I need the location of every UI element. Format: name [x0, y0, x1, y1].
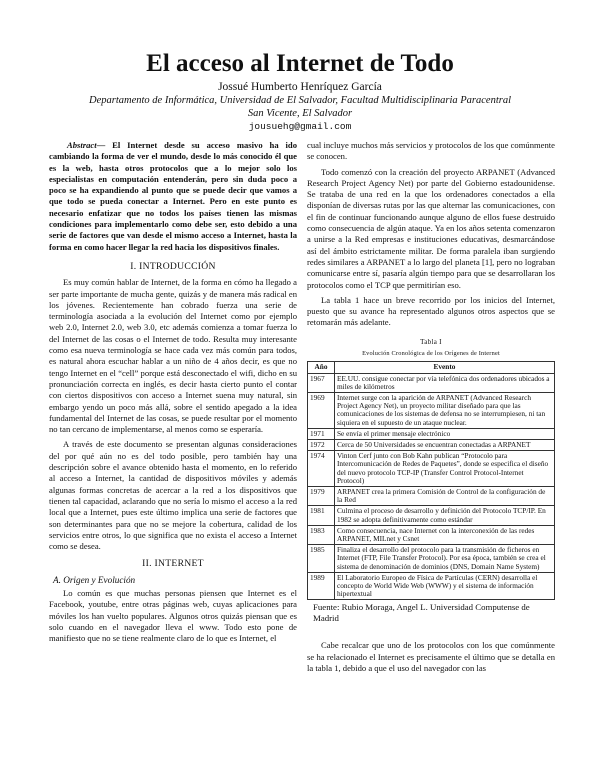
- table-cell-event: Cerca de 50 Universidades se encuentran conectadas a ARPANET: [335, 439, 555, 450]
- table-caption: Tabla I: [420, 337, 442, 346]
- table-row: [308, 486, 555, 505]
- table-cell-year: 1979: [308, 486, 335, 505]
- affiliation: Departamento de Informática, Universidad de El Salvador, Facultad Multidisciplinaria Paracentral: [89, 95, 511, 106]
- table-cell-event: Finaliza el desarrollo del protocolo para la transmisión de ficheros en Internet (FTP, File Transfer Protocol). Por esa época, también se crea el sistema de denominación de dominios (DNS, Domain Name System): [335, 545, 555, 573]
- table-cell-event: Como consecuencia, nace Internet con la interconexión de las redes ARPANET, MILnet y Csnet: [335, 525, 555, 544]
- author-email: jousuehg@gmail.com: [248, 121, 352, 132]
- paragraph: La tabla 1 hace un breve recorrido por los inicios del Internet, puesto que su avance ha representado algunos otros aspectos que se retomarán más adelante.: [307, 294, 555, 328]
- table-cell-year: 1971: [308, 428, 335, 439]
- section-heading-introduccion: I. INTRODUCCIÓN: [130, 260, 216, 272]
- events-table: [307, 361, 555, 600]
- table-row: [308, 525, 555, 544]
- table-cell-year: 1985: [308, 545, 335, 573]
- paper-title: El acceso al Internet de Todo: [146, 50, 454, 77]
- table-cell-year: 1967: [308, 373, 335, 392]
- abstract-text: — El Internet desde su acceso masivo ha ido cambiando la forma de ver el mundo, desde lo más conocido él que es la web, hasta otros protocolos que a lo mejor solo los especialistas en computación entenderán, pero sin duda poco a poco se ha expandiendo al punto que se puede decir que vamos a que todo se pueda conectar a Internet. Pero en este punto es necesario enfatizar que no todos los países tienen las mismas condiciones para implementarlo como debe ser, esto debido a una serie de factores que van desde el mismo acceso a Internet, hasta la forma en como hacer llegar la red hacia los dispositivos finales.: [49, 140, 297, 252]
- table-subtitle: Evolución Cronológica de los Orígenes de Internet: [362, 350, 500, 358]
- table-cell-year: 1989: [308, 572, 335, 600]
- abstract: [49, 140, 297, 253]
- table-row: [308, 572, 555, 600]
- table-header-event: Evento: [335, 362, 555, 373]
- table-cell-year: 1974: [308, 451, 335, 487]
- table-row: [308, 506, 555, 525]
- author-name: Jossué Humberto Henríquez García: [218, 81, 382, 93]
- table-row: [308, 439, 555, 450]
- affiliation-location: San Vicente, El Salvador: [247, 108, 353, 119]
- table-cell-event: Internet surge con la aparición de ARPANET (Advanced Research Project Agency Net), un proyecto militar diseñado para que las comunicaciones de los sistemas de defensa no se interrumpiesen, ni tan siquiera en el supuesto de un ataque nuclear.: [335, 392, 555, 428]
- paragraph: A través de este documento se presentan algunas consideraciones del por qué aún no es del todo posible, pero también hay una descripción sobre el avance obtenido hasta el momento, en lo referido al acceso a Internet, la cantidad de dispositivos móviles y además algunas formas concretas de acercar a la red a los dispositivos que tienen tal capacidad, aclarando que no sería lo mismo el acceso a la red local que a Internet, pues este último implica una serie de factores que son determinantes para que no se mejore la cobertura, calidad de los servicios entre otros, lo que significa que no exista el acceso a Internet como se desea.: [49, 439, 297, 552]
- subsection-heading-origen: A. Origen y Evolución: [53, 574, 136, 585]
- table-row: [308, 392, 555, 428]
- table-header-row: [308, 362, 555, 373]
- table-row: [308, 428, 555, 439]
- table-cell-event: Vinton Cerf junto con Bob Kahn publican “Protocolo para Intercomunicación de Redes de Paquetes”, donde se especifica el diseño del nuevo protocolo TCP-IP (Transfer Control Protocol-Internet Protocol): [335, 451, 555, 487]
- paragraph: cual incluye muchos más servicios y protocolos de los que comúnmente se conocen.: [307, 140, 555, 162]
- table-row: [308, 545, 555, 573]
- table-source: Fuente: Rubio Moraga, Angel L. Universidad Computense de Madrid: [313, 602, 530, 624]
- paragraph: Todo comenzó con la creación del proyecto ARPANET (Advanced Research Project Agency Net) por parte del Gobierno estadounidense. Se trataba de una red en la que los ordenadores conectados a ella disponían de diversas rutas por las que alternar las comunicaciones, con el fin de continuar funcionando aunque alguno de ellos fuese destruido como consecuencia de algún ataque. Ya en los años setenta comenzaron a unirse a la Red empresas e instituciones educativas, desmarcándose así del ámbito estrictamente militar. De forma paralela iban surgiendo redes similares a ARPANET a lo largo del planeta [1], pero no lograban comunicarse entre sí, pasaría algún tiempo para que se desarrollaran los protocolos como el TCP que permitirían eso.: [307, 166, 555, 290]
- left-column: [49, 140, 297, 648]
- table-header-year: Año: [308, 362, 335, 373]
- table-cell-event: EE.UU. consigue conectar por vía telefónica dos ordenadores ubicados a miles de kilómetros: [335, 373, 555, 392]
- table-cell-year: 1983: [308, 525, 335, 544]
- table-row: [308, 373, 555, 392]
- table-cell-year: 1981: [308, 506, 335, 525]
- table-cell-event: El Laboratorio Europeo de Física de Partículas (CERN) desarrolla el concepto de World Wide Web (WWW) y el sistema de información hipertextual: [335, 572, 555, 600]
- paragraph: Es muy común hablar de Internet, de la forma en cómo ha llegado a ser parte importante de mucha gente, quizás y de manera más radical en los jóvenes. Recientemente han cobrado fuerza una serie de terminología asociada a la evolución del Internet como por ejemplo web 2.0, Internet 2.0, web 3.0, etc además comienza a tomar fuerza lo del Internet de las cosas o el Internet de todo. Resulta muy interesante como esa nueva terminología se hace cada vez más común para todos, es natural ahora escuchar hablar a un niño de 4 años decir, es que no tengo Internet en el “cell” porque está desconectado el wifi, dicho en su pronunciación correcta en inglés, es decir hasta cierto punto el contar con ciertos dispositivos con acceso a Internet suena muy natural, sin embargo yendo un poco más allá, sobre el sentido apegado a la idea fundamental del Internet de las cosas, se puede resultar por el momento no tan cercano de implementarse, al menos como se esperaría.: [49, 277, 297, 435]
- table-cell-year: 1969: [308, 392, 335, 428]
- table-row: [308, 451, 555, 487]
- section-heading-internet: II. INTERNET: [142, 558, 204, 570]
- table-cell-event: ARPANET crea la primera Comisión de Control de la configuración de la Red: [335, 486, 555, 505]
- abstract-label: Abstract: [67, 140, 97, 150]
- paragraph: Lo común es que muchas personas piensen que Internet es el Facebook, youtube, entre otras páginas web, cuyas aplicaciones para móviles los han vuelto populares. Algunos otros quizás piensan que es solo cuando en el navegador lleva el www. Todo esto pone de manifiesto que no se tiene realmente claro de lo que es Internet, el: [49, 587, 297, 644]
- right-column: [307, 140, 555, 678]
- table-cell-event: Culmina el proceso de desarrollo y definición del Protocolo TCP/IP. En 1982 se adopta definitivamente como estándar: [335, 506, 555, 525]
- table-cell-event: Se envía el primer mensaje electrónico: [335, 428, 555, 439]
- paragraph: Cabe recalcar que uno de los protocolos con los que comúnmente se ha relacionado el Internet es precisamente el último que se detalla en la tabla 1, debido a que el uso del navegador con las: [307, 640, 555, 674]
- table-cell-year: 1972: [308, 439, 335, 450]
